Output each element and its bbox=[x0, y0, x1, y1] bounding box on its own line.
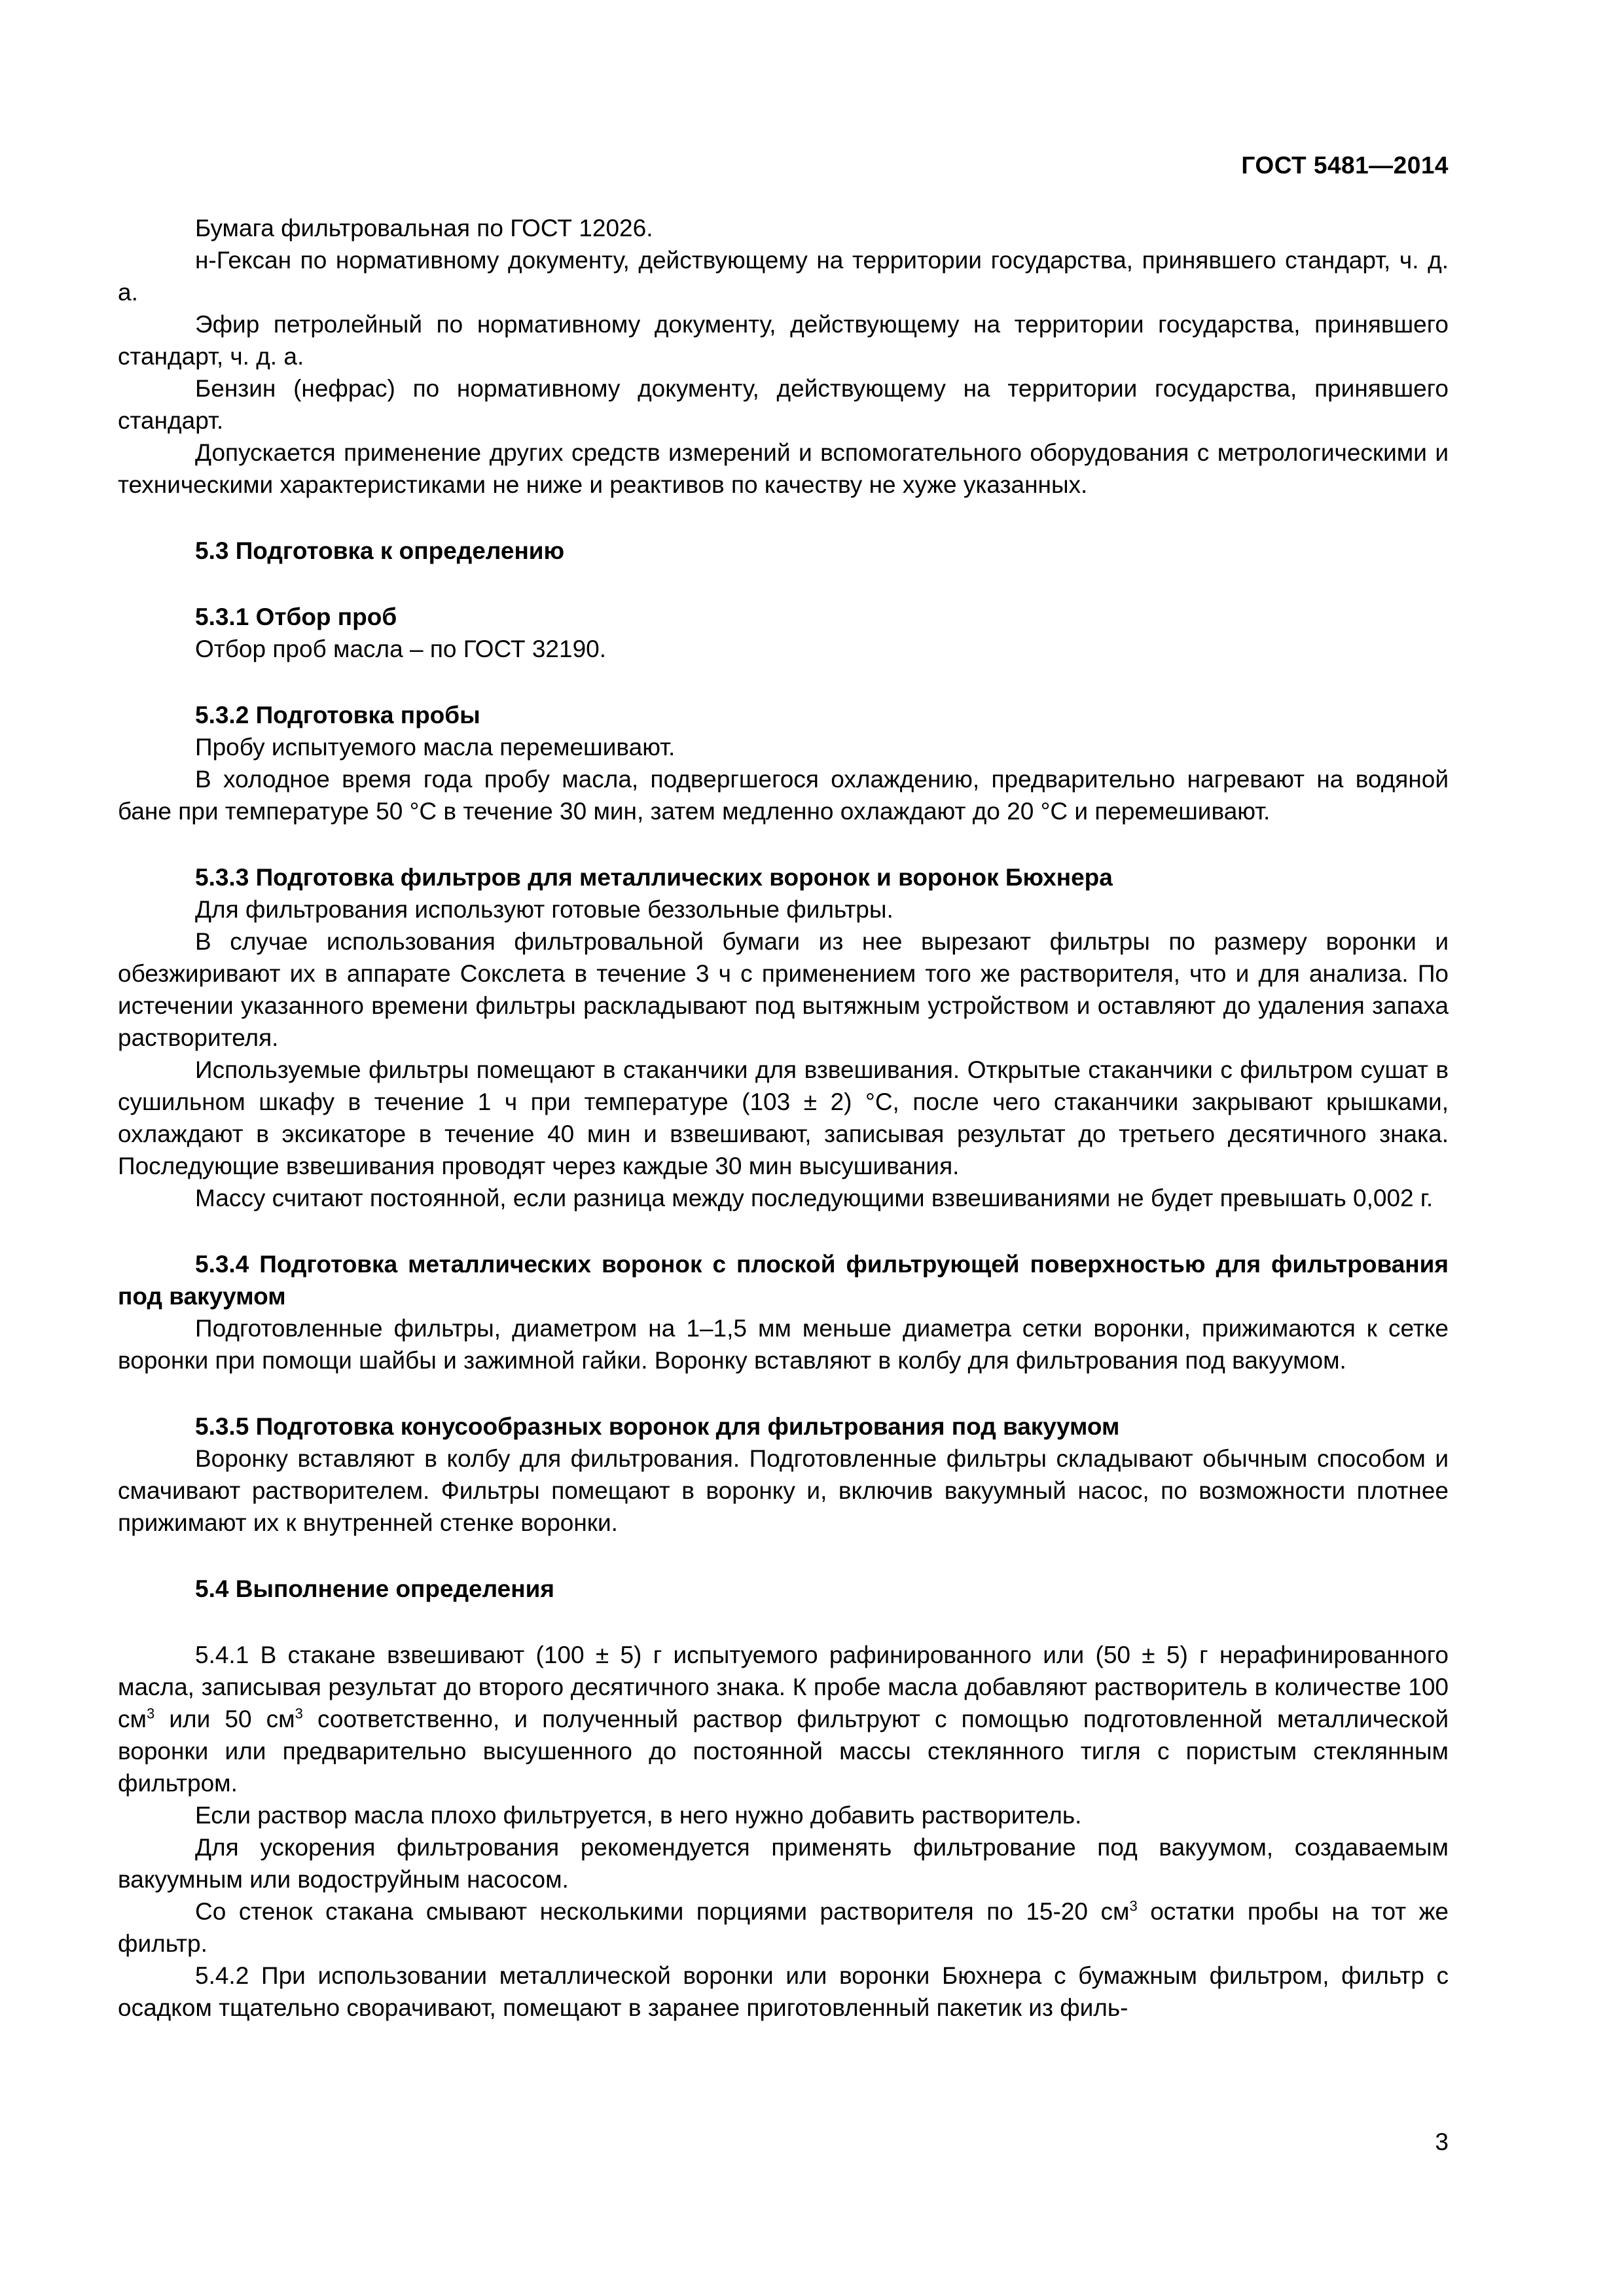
paragraph: Для фильтрования используют готовые беззольные фильтры. bbox=[195, 896, 893, 923]
section-heading-5-3: 5.3 Подготовка к определению bbox=[195, 537, 565, 564]
page-number: 3 bbox=[1435, 2128, 1449, 2155]
paragraph: Эфир петролейный по нормативному документу, действующему на территории государства, принявшего стандарт, ч. д. а. bbox=[118, 311, 1449, 370]
paragraph-5-4-1 bbox=[118, 1639, 1449, 1799]
paragraph: В холодное время года пробу масла, подвергшегося охлаждению, предварительно нагревают на водяной бане при температуре 50 °С в течение 30 мин, затем медленно охлаждают до 20 °С и перемешивают. bbox=[118, 766, 1449, 825]
text-run: 5.4.1 В стакане взвешивают (100 ± 5) г испытуемого рафинированного или (50 ± 5) г нерафинированного масла, записывая результат до второго десятичного знака. К пробе масла добавляют растворитель в количестве 100 см bbox=[118, 1641, 1449, 1732]
paragraph: Используемые фильтры помещают в стаканчики для взвешивания. Открытые стаканчики с фильтром сушат в сушильном шкафу в течение 1 ч при температуре (103 ± 2) °С, после чего стаканчики закрывают крышками, охлаждают в эксикаторе в течение 40 мин и взвешивают, записывая результат до третьего десятичного знака. Последующие взвешивания проводят через каждые 30 мин высушивания. bbox=[118, 1056, 1449, 1179]
text-run: соответственно, и полученный раствор фильтруют с помощью подготовленной металлической воронки или предварительно высушенного до постоянной массы стеклянного тигля с пористым стеклянным фильтром. bbox=[118, 1706, 1449, 1797]
paragraph: Пробу испытуемого масла перемешивают. bbox=[195, 734, 676, 761]
superscript: 3 bbox=[1129, 1897, 1138, 1914]
paragraph: Воронку вставляют в колбу для фильтрования. Подготовленные фильтры складывают обычным способом и смачивают растворителем. Фильтры помещают в воронку и, включив вакуумный насос, по возможности плотнее прижимают их к внутренней стенке воронки. bbox=[118, 1445, 1449, 1536]
text-run: Со стенок стакана смывают несколькими порциями растворителя по 15-20 см bbox=[195, 1898, 1130, 1925]
section-heading-5-3-4: 5.3.4 Подготовка металлических воронок с плоской фильтрующей поверхностью для фильтрования под вакуумом bbox=[118, 1251, 1449, 1310]
section-heading-5-3-3: 5.3.3 Подготовка фильтров для металлических воронок и воронок Бюхнера bbox=[195, 864, 1113, 891]
paragraph: н-Гексан по нормативному документу, действующему на территории государства, принявшего стандарт, ч. д. а. bbox=[118, 247, 1449, 306]
document-body bbox=[118, 212, 1449, 2024]
paragraph: Если раствор масла плохо фильтруется, в него нужно добавить растворитель. bbox=[195, 1802, 1082, 1829]
paragraph: В случае использования фильтровальной бумаги из нее вырезают фильтры по размеру воронки и обезжиривают их в аппарате Сокслета в течение 3 ч с применением того же растворителя, что и для анализа. По истечении указанного времени фильтры раскладывают под вытяжным устройством и оставляют до удаления запаха растворителя. bbox=[118, 928, 1449, 1051]
paragraph bbox=[118, 1895, 1449, 1960]
paragraph: Отбор проб масла – по ГОСТ 32190. bbox=[195, 636, 607, 662]
paragraph: Допускается применение других средств измерений и вспомогательного оборудования с метрологическими и техническими характеристиками не ниже и реактивов по качеству не хуже указанных. bbox=[118, 439, 1449, 498]
paragraph: Для ускорения фильтрования рекомендуется применять фильтрование под вакуумом, создаваемым вакуумным или водоструйным насосом. bbox=[118, 1834, 1449, 1893]
paragraph-5-4-2: 5.4.2 При использовании металлической воронки или воронки Бюхнера с бумажным фильтром, фильтр с осадком тщательно сворачивают, помещают в заранее приготовленный пакетик из филь- bbox=[118, 1962, 1449, 2021]
paragraph: Массу считают постоянной, если разница между последующими взвешиваниями не будет превышать 0,002 г. bbox=[195, 1185, 1434, 1211]
superscript: 3 bbox=[146, 1705, 155, 1722]
section-heading-5-3-2: 5.3.2 Подготовка пробы bbox=[195, 702, 480, 728]
superscript: 3 bbox=[295, 1705, 303, 1722]
text-run: или 50 см bbox=[154, 1706, 295, 1732]
section-heading-5-3-5: 5.3.5 Подготовка конусообразных воронок для фильтрования под вакуумом bbox=[195, 1413, 1120, 1440]
paragraph: Бумага фильтровальная по ГОСТ 12026. bbox=[195, 215, 653, 242]
section-heading-5-3-1: 5.3.1 Отбор проб bbox=[195, 603, 397, 630]
section-heading-5-4: 5.4 Выполнение определения bbox=[195, 1575, 554, 1602]
standard-code-header: ГОСТ 5481—2014 bbox=[1241, 152, 1449, 179]
text-run: остатки пробы на тот же фильтр. bbox=[118, 1898, 1449, 1957]
paragraph: Бензин (нефрас) по нормативному документу, действующему на территории государства, принявшего стандарт. bbox=[118, 375, 1449, 434]
paragraph: Подготовленные фильтры, диаметром на 1–1,5 мм меньше диаметра сетки воронки, прижимаются к сетке воронки при помощи шайбы и зажимной гайки. Воронку вставляют в колбу для фильтрования под вакуумом. bbox=[118, 1315, 1449, 1374]
